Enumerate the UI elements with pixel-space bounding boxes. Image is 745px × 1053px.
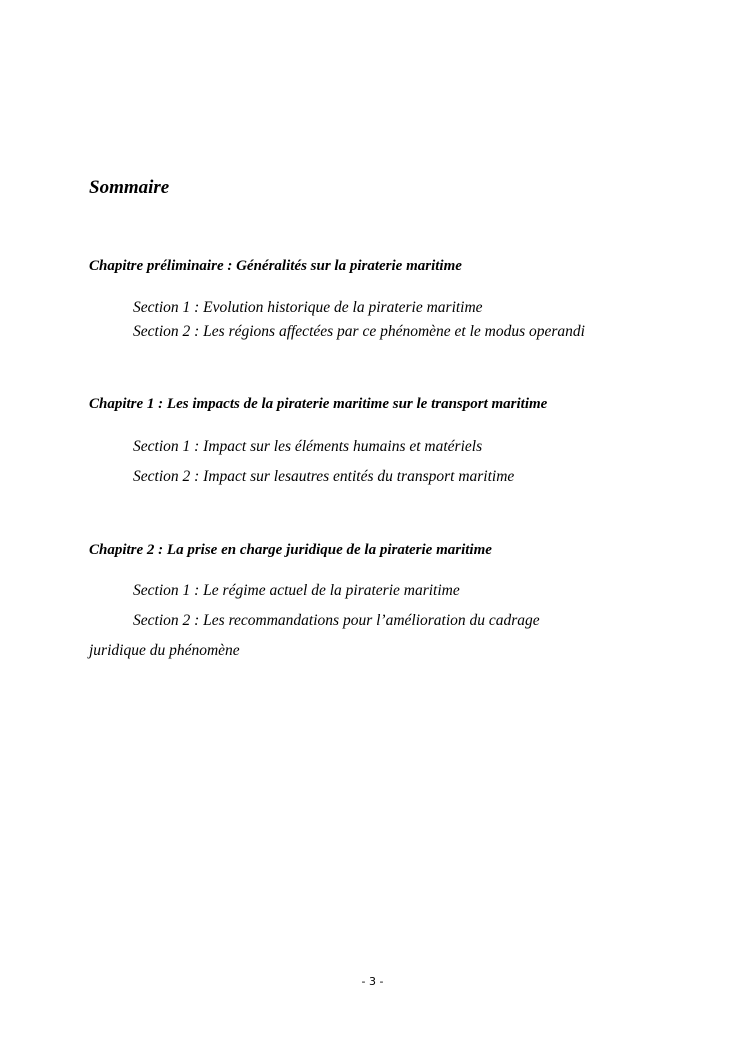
chapter-1-title: Chapitre 1 : Les impacts de la piraterie maritime sur le transport maritime [89,396,548,412]
chapter-2-section-1: Section 1 : Le régime actuel de la piraterie maritime [133,582,460,599]
chapter-1-section-2: Section 2 : Impact sur lesautres entités du transport maritime [133,468,515,485]
chapter-2-section-2-continuation: juridique du phénomène [89,642,240,659]
chapter-1-section-1: Section 1 : Impact sur les éléments humains et matériels [133,438,483,455]
chapter-preliminary-section-1: Section 1 : Evolution historique de la piraterie maritime [133,299,483,316]
chapter-preliminary-section-2: Section 2 : Les régions affectées par ce phénomène et le modus operandi [133,323,585,340]
chapter-preliminary-title: Chapitre préliminaire : Généralités sur la piraterie maritime [89,258,462,274]
chapter-2-title: Chapitre 2 : La prise en charge juridique de la piraterie maritime [89,542,492,558]
summary-title: Sommaire [89,177,170,198]
page-number: - 3 - [361,975,384,988]
chapter-2-section-2: Section 2 : Les recommandations pour l’amélioration du cadrage [133,612,540,629]
